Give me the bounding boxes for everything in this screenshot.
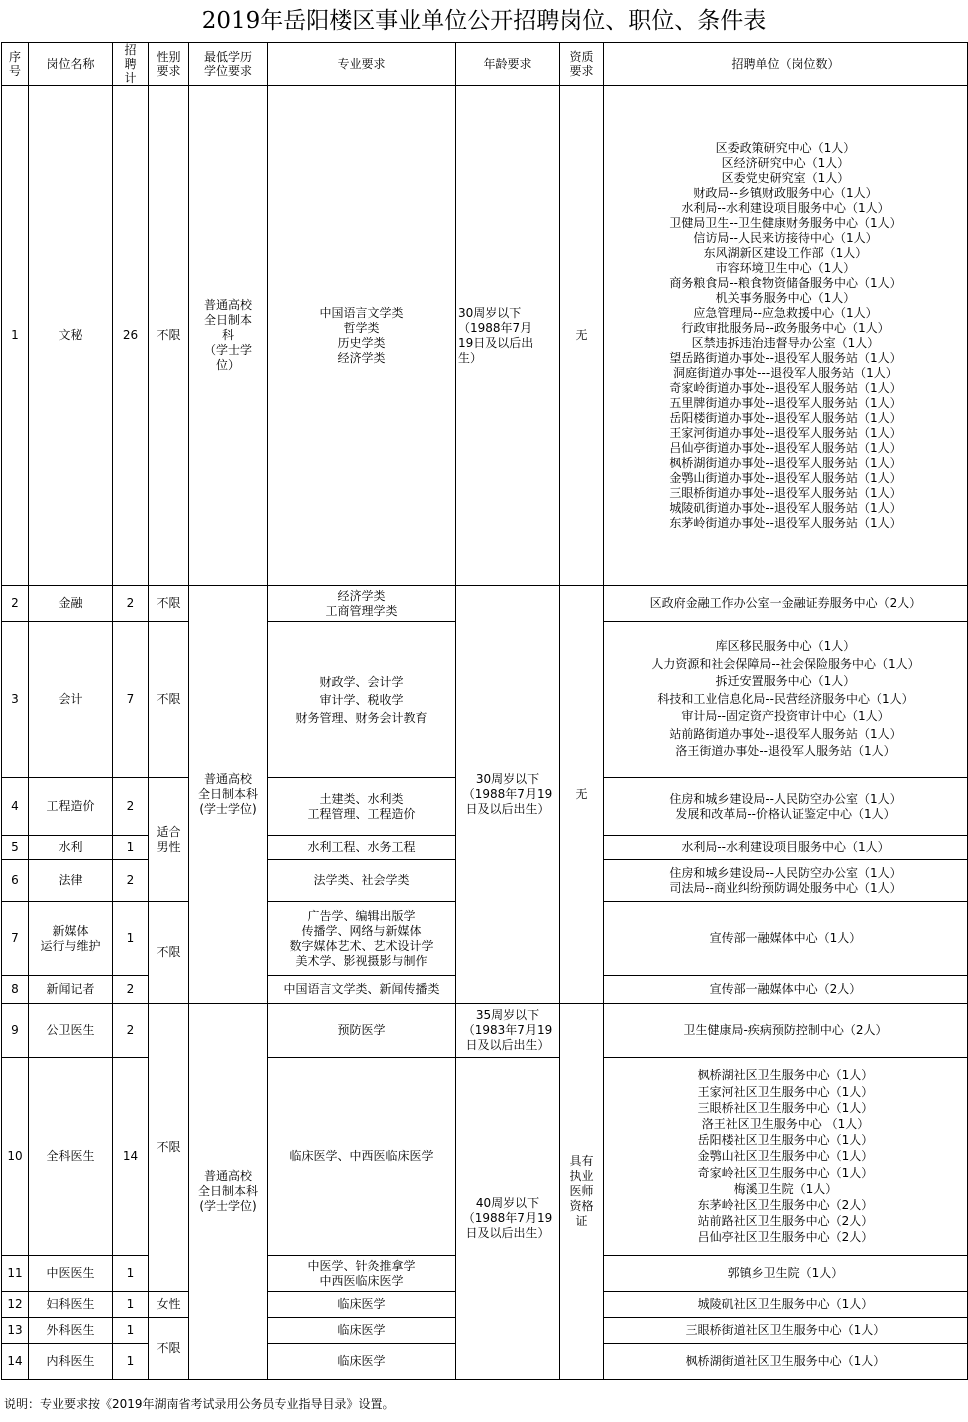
row-count: 1: [113, 1292, 149, 1318]
row-major: 法学类、社会学类: [268, 860, 456, 902]
row-name: 水利: [29, 836, 113, 860]
row-name: 金融: [29, 586, 113, 622]
page-title: 2019年岳阳楼区事业单位公开招聘岗位、职位、条件表: [201, 8, 767, 34]
row-count: 1: [113, 836, 149, 860]
row-count: 2: [113, 778, 149, 836]
row-major: 中医学、针灸推拿学 中西医临床医学: [268, 1256, 456, 1292]
row-age: 35周岁以下 （1983年7月19 日及以后出生）: [456, 1004, 560, 1058]
row-qual-merged: 无: [560, 586, 604, 1004]
row-age-merged: 40周岁以下 （1988年7月19 日及以后出生）: [456, 1058, 560, 1380]
row-gender-merged: 适合 男性: [149, 778, 189, 902]
header-edu: 最低学历 学位要求: [189, 43, 268, 86]
row-units: 住房和城乡建设局--人民防空办公室（1人） 发展和改革局--价格认证鉴定中心（1人）: [604, 778, 968, 836]
row-gender-merged: 不限: [149, 1004, 189, 1292]
row-units: 枫桥湖社区卫生服务中心（1人） 王家河社区卫生服务中心（1人） 三眼桥社区卫生服务中心（1人） 洛王社区卫生服务中心 （1人） 岳阳楼社区卫生服务中心（1人） 金鹗山社区卫生服务中心（1人） 奇家岭社区卫生服务中心（1人） 梅溪卫生院（1人） 东茅岭社区卫生服务中心（2人） 站前路社区卫生服务中心（2人） 吕仙亭社区卫生服务中心（2人）: [604, 1058, 968, 1256]
row-edu-merged: 普通高校 全日制本科 (学士学位): [189, 586, 268, 1004]
row-count: 2: [113, 976, 149, 1004]
row-name: 外科医生: [29, 1318, 113, 1344]
footnote: 说明：专业要求按《2019年湖南省考试录用公务员专业指导目录》设置。: [4, 1397, 395, 1411]
row-count: 2: [113, 1004, 149, 1058]
row-gender: 不限: [149, 622, 189, 778]
row-units: 枫桥湖街道社区卫生服务中心（1人）: [604, 1344, 968, 1380]
row-major: 中国语言文学类 哲学类 历史学类 经济学类: [268, 86, 456, 586]
row-name: 文秘: [29, 86, 113, 586]
row-seq: 4: [2, 778, 29, 836]
row-gender-merged: 不限: [149, 902, 189, 1004]
row-seq: 14: [2, 1344, 29, 1380]
header-row: [2, 43, 968, 86]
row-name: 内科医生: [29, 1344, 113, 1380]
row-seq: 1: [2, 86, 29, 586]
row-age-merged: 30周岁以下 （1988年7月19 日及以后出生）: [456, 586, 560, 1004]
row-name: 全科医生: [29, 1058, 113, 1256]
row-gender: 女性: [149, 1292, 189, 1318]
row-count: 2: [113, 586, 149, 622]
table-row: [2, 86, 968, 586]
table-row: [2, 586, 968, 622]
row-units: 宣传部一融媒体中心（1人）: [604, 902, 968, 976]
header-seq: 序 号: [2, 43, 29, 86]
row-count: 2: [113, 860, 149, 902]
row-name: 中医医生: [29, 1256, 113, 1292]
row-count: 1: [113, 1318, 149, 1344]
row-gender-merged: 不限: [149, 1318, 189, 1380]
row-count: 1: [113, 1344, 149, 1380]
row-name: 公卫医生: [29, 1004, 113, 1058]
row-seq: 5: [2, 836, 29, 860]
row-qual: 无: [560, 86, 604, 586]
row-major: 财政学、会计学 审计学、税收学 财务管理、财务会计教育: [268, 622, 456, 778]
row-units: 水利局--水利建设项目服务中心（1人）: [604, 836, 968, 860]
row-name: 妇科医生: [29, 1292, 113, 1318]
row-edu-merged: 普通高校 全日制本科 (学士学位): [189, 1004, 268, 1380]
row-count: 1: [113, 902, 149, 976]
row-units: 城陵矶社区卫生服务中心（1人）: [604, 1292, 968, 1318]
row-gender: 不限: [149, 586, 189, 622]
row-seq: 2: [2, 586, 29, 622]
recruitment-table: [1, 42, 968, 1380]
header-qual: 资质 要求: [560, 43, 604, 86]
row-name: 法律: [29, 860, 113, 902]
row-name: 新媒体 运行与维护: [29, 902, 113, 976]
table-row: [2, 1058, 968, 1256]
row-units: 库区移民服务中心（1人） 人力资源和社会保障局--社会保险服务中心（1人） 拆迁安置服务中心（1人） 科技和工业信息化局--民营经济服务中心（1人） 审计局--固定资产投资审计中心（1人） 站前路街道办事处--退役军人服务站（1人） 洛王街道办事处--退役军人服务站（1人）: [604, 622, 968, 778]
row-major: 临床医学: [268, 1292, 456, 1318]
row-seq: 13: [2, 1318, 29, 1344]
row-units: 区委政策研究中心（1人） 区经济研究中心（1人） 区委党史研究室（1人） 财政局--乡镇财政服务中心（1人） 水利局--水利建设项目服务中心（1人） 卫健局卫生--卫生健康财务服务中心（1人） 信访局--人民来访接待中心（1人） 东风湖新区建设工作部（1人） 市容环境卫生中心（1人） 商务粮食局--粮食物资储备服务中心（1人） 机关事务服务中心（1人） 应急管理局--应急救援中心（1人） 行政审批服务局--政务服务中心（1人） 区禁违拆违治违督导办公室（1人） 望岳路街道办事处--退役军人服务站（1人） 洞庭街道办事处---退役军人服务站（1人） 奇家岭街道办事处--退役军人服务站（1人） 五里牌街道办事处--退役军人服务站（1人） 岳阳楼街道办事处--退役军人服务站（1人） 王家河街道办事处--退役军人服务站（1人） 吕仙亭街道办事处--退役军人服务站（1人） 枫桥湖街道办事处--退役军人服务站（1人） 金鹗山街道办事处--退役军人服务站（1人） 三眼桥街道办事处--退役军人服务站（1人） 城陵矶街道办事处--退役军人服务站（1人） 东茅岭街道办事处--退役军人服务站（1人）: [604, 86, 968, 586]
row-major: 预防医学: [268, 1004, 456, 1058]
row-seq: 8: [2, 976, 29, 1004]
row-qual-merged: 具有 执业 医师 资格 证: [560, 1004, 604, 1380]
row-count: 1: [113, 1256, 149, 1292]
row-seq: 3: [2, 622, 29, 778]
row-count: 26: [113, 86, 149, 586]
row-units: 区政府金融工作办公室一金融证券服务中心（2人）: [604, 586, 968, 622]
header-gender: 性别 要求: [149, 43, 189, 86]
header-age: 年龄要求: [456, 43, 560, 86]
row-major: 临床医学: [268, 1344, 456, 1380]
header-major: 专业要求: [268, 43, 456, 86]
row-units: 郭镇乡卫生院（1人）: [604, 1256, 968, 1292]
header-count: 招 聘 计: [113, 43, 149, 86]
row-major: 中国语言文学类、新闻传播类: [268, 976, 456, 1004]
row-units: 卫生健康局-疾病预防控制中心（2人）: [604, 1004, 968, 1058]
row-units: 宣传部一融媒体中心（2人）: [604, 976, 968, 1004]
row-units: 三眼桥街道社区卫生服务中心（1人）: [604, 1318, 968, 1344]
row-major: 土建类、水利类 工程管理、工程造价: [268, 778, 456, 836]
header-units: 招聘单位（岗位数）: [604, 43, 968, 86]
row-seq: 6: [2, 860, 29, 902]
row-major: 经济学类 工商管理学类: [268, 586, 456, 622]
row-age: 30周岁以下 （1988年7月 19日及以后出 生）: [456, 86, 560, 586]
row-seq: 9: [2, 1004, 29, 1058]
table-row: [2, 1004, 968, 1058]
row-seq: 12: [2, 1292, 29, 1318]
row-name: 会计: [29, 622, 113, 778]
row-major: 临床医学、中西医临床医学: [268, 1058, 456, 1256]
row-major: 临床医学: [268, 1318, 456, 1344]
row-count: 14: [113, 1058, 149, 1256]
row-units: 住房和城乡建设局--人民防空办公室（1人） 司法局--商业纠纷预防调处服务中心（1人）: [604, 860, 968, 902]
row-major: 广告学、编辑出版学 传播学、网络与新媒体 数字媒体艺术、艺术设计学 美术学、影视摄影与制作: [268, 902, 456, 976]
row-seq: 10: [2, 1058, 29, 1256]
row-seq: 11: [2, 1256, 29, 1292]
row-gender: 不限: [149, 86, 189, 586]
header-name: 岗位名称: [29, 43, 113, 86]
row-seq: 7: [2, 902, 29, 976]
row-name: 工程造价: [29, 778, 113, 836]
row-name: 新闻记者: [29, 976, 113, 1004]
row-count: 7: [113, 622, 149, 778]
row-major: 水利工程、水务工程: [268, 836, 456, 860]
row-edu: 普通高校 全日制本 科 （学士学 位）: [189, 86, 268, 586]
